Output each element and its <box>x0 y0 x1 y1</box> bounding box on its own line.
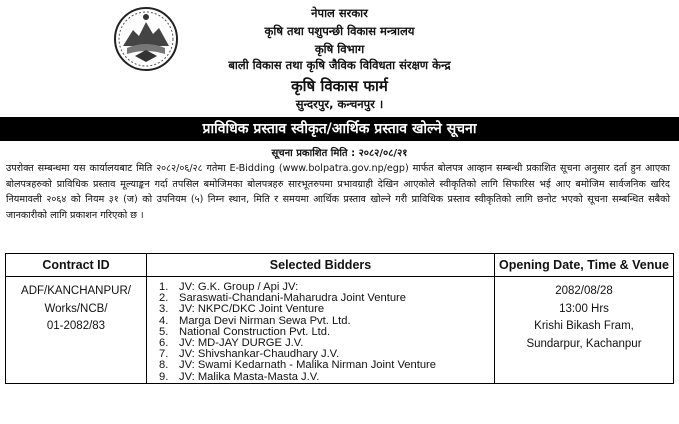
ministry-name: कृषि तथा पशुपन्छी विकास मन्त्रालय <box>264 24 415 38</box>
list-item <box>159 372 494 383</box>
opening-time: 13:00 Hrs <box>559 302 609 315</box>
bidder-name: JV: MD-JAY DURGE J.V. <box>179 336 304 349</box>
centre-name: बाली विकास तथा कृषि जैविक विविधता संरक्षण केन्द्र <box>228 58 451 72</box>
government-name: नेपाल सरकार <box>311 6 368 20</box>
bidder-name: JV: Shivshankar-Chaudhary J.V. <box>179 348 340 361</box>
bid-results-table <box>5 253 674 384</box>
bidder-number: 3. <box>159 303 169 316</box>
bidders-list <box>159 282 494 383</box>
office-address: सुन्दरपुर, कन्चनपुर । <box>295 97 384 111</box>
office-name: कृषि विकास फार्म <box>291 77 388 95</box>
venue-address: Sundarpur, Kachanpur <box>526 337 642 350</box>
bidder-name: JV: Swami Kedarnath - Malika Nirman Joint Venture <box>179 359 437 372</box>
contract-id-line: Works/NCB/ <box>44 302 108 315</box>
department-name: कृषि विभाग <box>314 42 365 56</box>
header-selected-bidders: Selected Bidders <box>147 254 495 277</box>
notice-title-banner: प्राविधिक प्रस्ताव स्वीकृत/आर्थिक प्रस्ताव खोल्ने सूचना <box>0 117 679 141</box>
bidder-number: 4. <box>159 314 169 327</box>
contract-id-cell <box>6 277 147 384</box>
header-opening-venue: Opening Date, Time & Venue <box>495 254 674 277</box>
header-contract-id: Contract ID <box>6 254 147 277</box>
contract-id-line: 01-2082/83 <box>46 320 106 332</box>
venue-name: Krishi Bikash Fram, <box>534 320 634 332</box>
bidder-name: JV: Malika Masta-Masta J.V. <box>179 370 320 383</box>
contract-id-line: ADF/KANCHANPUR/ <box>21 285 131 297</box>
bidder-name: JV: G.K. Group / Api JV: <box>179 281 299 293</box>
bidder-name: Saraswati-Chandani-Maharudra Joint Venture <box>179 292 406 305</box>
opening-date: 2082/08/28 <box>555 285 613 297</box>
bidder-number: 8. <box>159 359 169 372</box>
bidder-number: 5. <box>159 325 169 338</box>
bidder-number: 7. <box>159 348 169 361</box>
table-header-row <box>6 254 674 277</box>
venue-cell <box>495 277 674 384</box>
bidder-number: 2. <box>159 292 169 305</box>
table-row <box>6 277 674 384</box>
bidder-number: 9. <box>159 370 169 383</box>
bidders-cell <box>147 277 495 384</box>
bidder-number: 6. <box>159 336 169 349</box>
published-date: सूचना प्रकाशित मिति : २०८२/०८/२१ <box>271 148 408 159</box>
bidder-number: 1. <box>159 281 169 293</box>
bidder-name: JV: NKPC/DKC Joint Venture <box>179 303 325 316</box>
bidder-name: National Construction Pvt. Ltd. <box>179 325 331 338</box>
notice-body-text: उपरोक्त सम्बन्धमा यस कार्यालयबाट मिति २०८२/०६/२८ गतेमा E-Bidding (www.bolpatra.gov.np/egp) मार्फत बोलपत्र आव्हान सम्बन्धी प्रकाशित सूचना अनुसार दर्ता हुन आएका बोलपत्रहरुको प्राविधिक प्रस्ताव मूल्याङ्कन गर्दा तपसिल बमोजिमका बोलपत्रहरु सारभूतरुपमा प्रभावग्राही देखिन आएकोले स्वीकृतिको लागि सिफारिस भई आए बमोजिम सार्वजनिक खरिद नियमावली २०६४ को नियम ३१ (ज) को उपनियम (५) निम्न स्थान, मिति र समयमा आर्थिक प्रस्ताव खोल्ने गरी प्राविधिक प्रस्ताव स्वीकृतिको लागि छनोट भएको सूचना सम्बन्धित सबैको जानकारीको लागि प्रकाशन गरिएको छ । <box>6 163 670 221</box>
bidder-name: Marga Devi Nirman Sewa Pvt. Ltd. <box>179 314 351 327</box>
